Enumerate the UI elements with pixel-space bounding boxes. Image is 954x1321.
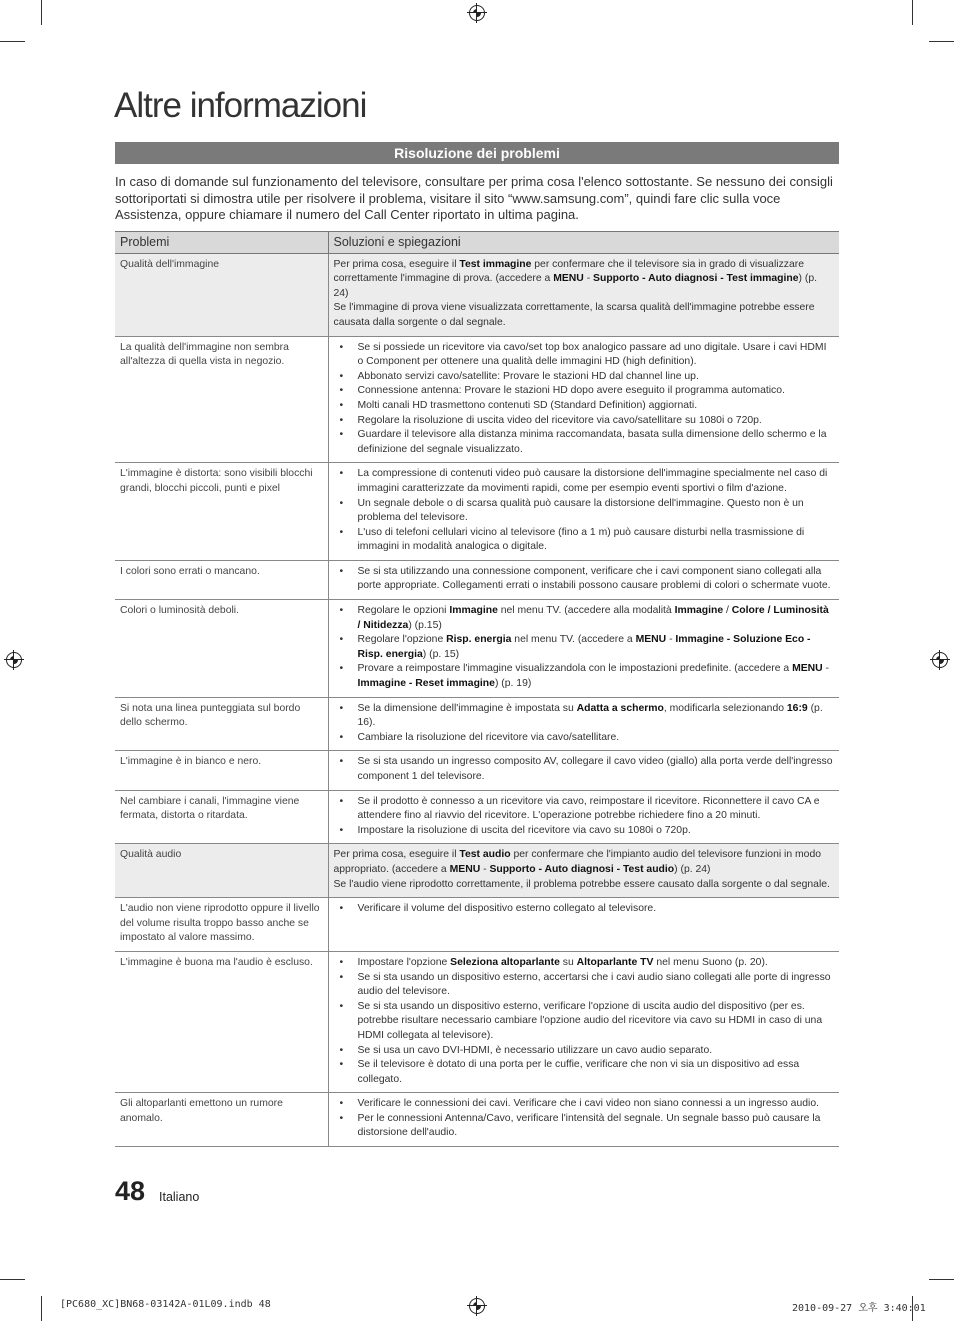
list-item: • Regolare la risoluzione di uscita video del ricevitore via cavo/satellitare su 1080i o 720p. bbox=[334, 414, 835, 429]
header-solutions: Soluzioni e spiegazioni bbox=[328, 232, 839, 254]
solution-cell bbox=[328, 751, 839, 790]
registration-mark-icon bbox=[6, 652, 22, 668]
solution-list bbox=[334, 565, 835, 594]
table-row bbox=[115, 951, 839, 1092]
solution-list bbox=[334, 1097, 835, 1141]
solution-cell bbox=[328, 560, 839, 599]
crop-mark bbox=[912, 0, 913, 25]
table-body bbox=[115, 253, 839, 1146]
crop-mark bbox=[41, 1296, 42, 1321]
table-row bbox=[115, 560, 839, 599]
table-row bbox=[115, 1093, 839, 1147]
problem-cell: L'audio non viene riprodotto oppure il livello del volume risulta troppo basso anche se impostato al valore massimo. bbox=[115, 898, 328, 952]
crop-mark bbox=[0, 41, 25, 42]
intro-paragraph: In caso di domande sul funzionamento del televisore, consultare per prima cosa l'elenco sottostante. Se nessuno dei consigli sottoriportati si dimostra utile per risolvere il problema, visitare il sito “www.samsung.com”, quindi fare clic sulla voce Assistenza, oppure chiamare il numero del Call Center riportato in ultima pagina. bbox=[115, 174, 833, 222]
solution-cell bbox=[328, 1093, 839, 1147]
list-item: • Verificare il volume del dispositivo esterno collegato al televisore. bbox=[334, 902, 835, 917]
list-item: • La compressione di contenuti video può causare la distorsione dell'immagine specialmente nel caso di immagini caratterizzate da movimenti rapidi, come per esempio eventi sportivi o film d'azione. bbox=[334, 467, 835, 496]
list-item: • Guardare il televisore alla distanza minima raccomandata, basata sulla dimensione dello schermo e la definizione del segnale visualizzato. bbox=[334, 428, 835, 457]
list-item: • Se si usa un cavo DVI-HDMI, è necessario utilizzare un cavo audio separato. bbox=[334, 1044, 835, 1059]
registration-mark-icon bbox=[469, 1298, 485, 1314]
troubleshooting-table bbox=[115, 231, 839, 1147]
solution-list bbox=[334, 902, 835, 917]
solution-cell bbox=[328, 697, 839, 751]
list-item: • Se il prodotto è connesso a un ricevitore via cavo, reimpostare il ricevitore. Riconnettere il cavo CA e attendere fino al riavvio del ricevitore. L'operazione potrebbe richiedere fino a 20 minuti. bbox=[334, 795, 835, 824]
table-row bbox=[115, 844, 839, 898]
problem-cell: Si nota una linea punteggiata sul bordo dello schermo. bbox=[115, 697, 328, 751]
footer-timestamp: 2010-09-27 오후 3:40:01 bbox=[792, 1303, 926, 1314]
problem-cell: Gli altoparlanti emettono un rumore anomalo. bbox=[115, 1093, 328, 1147]
crop-mark bbox=[929, 1279, 954, 1280]
list-item: • Verificare le connessioni dei cavi. Verificare che i cavi video non siano connessi a un ingresso audio. bbox=[334, 1097, 835, 1112]
section-title: Risoluzione dei problemi bbox=[115, 142, 839, 164]
solution-paragraph: Se l'immagine di prova viene visualizzata correttamente, la scarsa qualità dell'immagine potrebbe essere causata dalla sorgente o dal segnale. bbox=[333, 302, 815, 328]
problem-cell: I colori sono errati o mancano. bbox=[115, 560, 328, 599]
registration-mark-icon bbox=[469, 5, 485, 21]
table-row bbox=[115, 336, 839, 463]
solution-cell bbox=[328, 844, 839, 898]
list-item: • Cambiare la risoluzione del ricevitore via cavo/satellitare. bbox=[334, 731, 835, 746]
registration-mark-icon bbox=[932, 652, 948, 668]
footer-file-info: [PC680_XC]BN68-03142A-01L09.indb 48 bbox=[60, 1299, 271, 1310]
list-item: • Se si sta utilizzando una connessione component, verificare che i cavi component siano collegati alla porte appropriate. Collegamenti errati o instabili possono causare problemi di colori o schermate vuote. bbox=[334, 565, 835, 594]
problem-cell: Qualità dell'immagine bbox=[115, 253, 328, 336]
table-row bbox=[115, 898, 839, 952]
list-item: • Regolare l'opzione Risp. energia nel menu TV. (accedere a MENU - Immagine - Soluzione Eco - Risp. energia) (p. 15) bbox=[334, 633, 835, 662]
list-item: • Impostare l'opzione Seleziona altoparlante su Altoparlante TV nel menu Suono (p. 20). bbox=[334, 956, 835, 971]
solution-cell bbox=[328, 600, 839, 698]
solution-list bbox=[334, 341, 835, 458]
problem-cell: Qualità audio bbox=[115, 844, 328, 898]
page-number: 48 bbox=[115, 1176, 146, 1206]
list-item: • Se il televisore è dotato di una porta per le cuffie, verificare che non vi sia un dispositivo ad essa collegato. bbox=[334, 1058, 835, 1087]
crop-mark bbox=[41, 0, 42, 25]
table-row bbox=[115, 600, 839, 698]
table-header-row bbox=[115, 232, 839, 254]
solution-paragraph: Per prima cosa, eseguire il Test audio per confermare che l'impianto audio del televisore funzioni in modo appropriato. (accedere a MENU - Supporto - Auto diagnosi - Test audio) (p. 24) bbox=[333, 849, 822, 875]
problem-cell: Nel cambiare i canali, l'immagine viene fermata, distorta o ritardata. bbox=[115, 790, 328, 844]
list-item: • Un segnale debole o di scarsa qualità può causare la distorsione dell'immagine. Questo non è un problema del televisore. bbox=[334, 497, 835, 526]
problem-cell: L'immagine è distorta: sono visibili blocchi grandi, blocchi piccoli, punti e pixel bbox=[115, 463, 328, 561]
list-item: • Se si sta usando un dispositivo esterno, accertarsi che i cavi audio siano collegati alle porte di ingresso audio del televisore. bbox=[334, 971, 835, 1000]
table-row bbox=[115, 463, 839, 561]
table-row bbox=[115, 697, 839, 751]
solution-list bbox=[334, 604, 835, 692]
page-language: Italiano bbox=[159, 1190, 200, 1204]
list-item: • Regolare le opzioni Immagine nel menu TV. (accedere alla modalità Immagine / Colore / Luminosità / Nitidezza) (p.15) bbox=[334, 604, 835, 633]
solution-list bbox=[334, 702, 835, 746]
solution-cell bbox=[328, 253, 839, 336]
solution-list bbox=[334, 956, 835, 1087]
list-item: • L'uso di telefoni cellulari vicino al televisore (fino a 1 m) può causare disturbi nella trasmissione di immagini in modalità analogica o digitale. bbox=[334, 526, 835, 555]
list-item: • Molti canali HD trasmettono contenuti SD (Standard Definition) aggiornati. bbox=[334, 399, 835, 414]
problem-cell: L'immagine è buona ma l'audio è escluso. bbox=[115, 951, 328, 1092]
solution-cell bbox=[328, 336, 839, 463]
solution-list bbox=[334, 467, 835, 555]
list-item: • Se si sta usando un dispositivo esterno, verificare l'opzione di uscita audio del dispositivo (per es. potrebbe risultare necessario cambiare l'opzione audio del ricevitore via cavo su HDMI in caso di una HDMI collegata al televisore). bbox=[334, 1000, 835, 1044]
list-item: • Se si sta usando un ingresso composito AV, collegare il cavo video (giallo) alla porta verde dell'ingresso component 1 del televisore. bbox=[334, 755, 835, 784]
problem-cell: L'immagine è in bianco e nero. bbox=[115, 751, 328, 790]
solution-paragraph: Per prima cosa, eseguire il Test immagine per confermare che il televisore sia in grado di visualizzare correttamente l'immagine di prova. (accedere a MENU - Supporto - Auto diagnosi - Test immagine) (p. 24) bbox=[333, 258, 818, 299]
solution-cell bbox=[328, 463, 839, 561]
list-item: • Impostare la risoluzione di uscita del ricevitore via cavo su 1080i o 720p. bbox=[334, 824, 835, 839]
solution-paragraph: Se l'audio viene riprodotto correttamente, il problema potrebbe essere causato dalla sorgente o dal segnale. bbox=[333, 878, 830, 890]
list-item: • Provare a reimpostare l'immagine visualizzandola con le impostazioni predefinite. (accedere a MENU - Immagine - Reset immagine) (p. 19) bbox=[334, 662, 835, 691]
problem-cell: La qualità dell'immagine non sembra all'altezza di quella vista in negozio. bbox=[115, 336, 328, 463]
list-item: • Connessione antenna: Provare le stazioni HD dopo avere eseguito il programma automatico. bbox=[334, 384, 835, 399]
table-row bbox=[115, 790, 839, 844]
page-title: Altre informazioni bbox=[114, 86, 367, 125]
list-item: • Se si possiede un ricevitore via cavo/set top box analogico passare ad uno digitale. Usare i cavi HDMI o Component per ottenere una qualità delle immagini HD (high definition). bbox=[334, 341, 835, 370]
table-row bbox=[115, 253, 839, 336]
crop-mark bbox=[929, 41, 954, 42]
list-item: • Se la dimensione dell'immagine è impostata su Adatta a schermo, modificarla selezionando 16:9 (p. 16). bbox=[334, 702, 835, 731]
solution-cell bbox=[328, 898, 839, 952]
problem-cell: Colori o luminosità deboli. bbox=[115, 600, 328, 698]
list-item: • Abbonato servizi cavo/satellite: Provare le stazioni HD dal channel line up. bbox=[334, 370, 835, 385]
header-problems: Problemi bbox=[115, 232, 328, 254]
solution-list bbox=[334, 795, 835, 839]
solution-cell bbox=[328, 951, 839, 1092]
solution-cell bbox=[328, 790, 839, 844]
solution-list bbox=[334, 755, 835, 784]
list-item: • Per le connessioni Antenna/Cavo, verificare l'intensità del segnale. Un segnale basso può causare la distorsione dell'audio. bbox=[334, 1112, 835, 1141]
crop-mark bbox=[0, 1279, 25, 1280]
table-row bbox=[115, 751, 839, 790]
